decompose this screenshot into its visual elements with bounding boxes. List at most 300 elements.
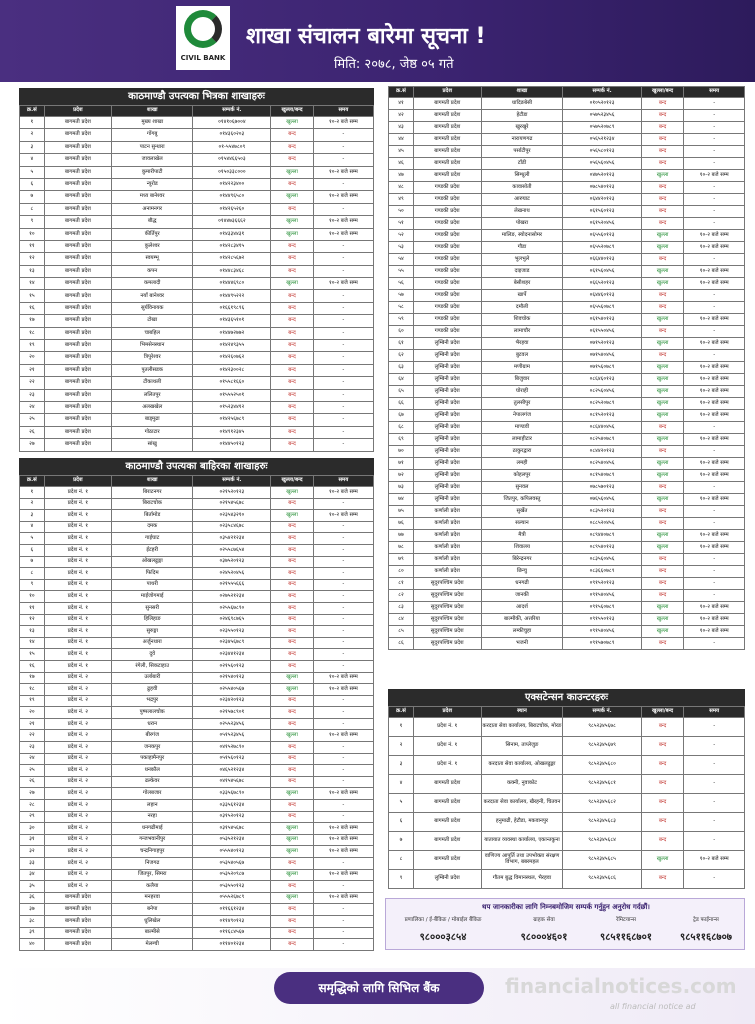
province-cell: बागमती प्रदेश: [44, 414, 111, 426]
time-cell: -: [313, 614, 373, 626]
time-cell: -: [684, 775, 745, 794]
status-cell: बन्द: [271, 718, 313, 730]
time-cell: -: [313, 265, 373, 277]
watermark-subtitle: all financial notice ad: [610, 1002, 696, 1011]
table-row: [20, 401, 374, 413]
logo-text: CIVIL BANK: [180, 54, 226, 62]
branch-cell: जितपुर, सिमरा: [112, 869, 193, 881]
status-cell: बन्द: [641, 578, 684, 590]
serial-cell: २४: [20, 401, 45, 413]
status-cell: बन्द: [271, 203, 313, 215]
table-row: [389, 794, 745, 813]
table-row: [389, 158, 745, 170]
branch-cell: अलखखेल: [112, 401, 193, 413]
serial-cell: १५: [20, 290, 45, 302]
phone-cell: ०५५५४०१२३: [193, 846, 271, 858]
time-cell: १०-२ बजे सम्म: [684, 314, 745, 326]
status-cell: बन्द: [641, 813, 684, 832]
serial-cell: ३१: [20, 834, 45, 846]
phone-cell: ०६१५५०४५६: [563, 326, 641, 338]
time-cell: -: [684, 832, 745, 851]
branch-cell: ओखलढुङ्गा: [112, 556, 193, 568]
branch-cell: पोखरा: [481, 218, 563, 230]
serial-cell: ६: [389, 813, 414, 832]
phone-cell: ०२१५४५६७८: [193, 498, 271, 510]
table-header-row: [20, 476, 374, 487]
status-cell: बन्द: [271, 614, 313, 626]
province-cell: लुम्बिनी प्रदेश: [413, 398, 481, 410]
province-cell: बागमती प्रदेश: [413, 98, 481, 110]
branch-cell: सिम्धुली: [481, 170, 563, 182]
serial-cell: ५६: [389, 278, 414, 290]
phone-cell: ०१४४८३४६८: [193, 265, 271, 277]
table-row: [389, 278, 745, 290]
branch-cell: त्रिपुरेश्वर: [112, 352, 193, 364]
time-cell: १०-२ बजे सम्म: [313, 834, 373, 846]
status-cell: बन्द: [641, 718, 684, 737]
serial-cell: ६: [20, 544, 45, 556]
table-row: [389, 578, 745, 590]
status-cell: बन्द: [641, 194, 684, 206]
branch-cell: खार्पे: [481, 290, 563, 302]
status-cell: बन्द: [271, 568, 313, 580]
branch-cell: वाणिज्य आपूर्ति तथा उपभोक्ता संरक्षण विभाग, बबरमहल: [481, 851, 563, 870]
table-row: [20, 568, 374, 580]
time-cell: १०-२ बजे सम्म: [684, 434, 745, 446]
phone-cell: ०५१५२३४५६: [193, 730, 271, 742]
time-cell: -: [313, 626, 373, 638]
time-cell: १०-२ बजे सम्म: [684, 338, 745, 350]
phone-cell: ०६५५२०७८९: [563, 242, 641, 254]
table-row: [389, 98, 745, 110]
status-cell: बन्द: [641, 206, 684, 218]
status-cell: बन्द: [271, 695, 313, 707]
table-row: [389, 254, 745, 266]
status-cell: खुल्ला: [641, 242, 684, 254]
serial-cell: ३५: [20, 881, 45, 893]
table-row: [20, 487, 374, 499]
serial-cell: ५५: [389, 266, 414, 278]
serial-cell: ४: [389, 775, 414, 794]
status-cell: बन्द: [641, 182, 684, 194]
serial-cell: ३७: [20, 904, 45, 916]
province-cell: बागमती प्रदेश: [44, 154, 111, 166]
time-cell: -: [313, 533, 373, 545]
serial-cell: १५: [20, 649, 45, 661]
serial-cell: १३: [20, 626, 45, 638]
status-cell: बन्द: [271, 141, 313, 153]
serial-cell: ३: [389, 756, 414, 775]
table-row: [20, 216, 374, 228]
status-cell: बन्द: [271, 352, 313, 364]
column-header: क्र.सं: [389, 707, 414, 718]
phone-cell: ०१४३६०२०३: [193, 129, 271, 141]
serial-cell: ४०: [20, 939, 45, 951]
column-header: समय: [684, 87, 745, 98]
phone-cell: ०९१५६०७८९: [563, 602, 641, 614]
phone-cell: ०७६५६०४५६: [563, 494, 641, 506]
province-cell: गण्डकी प्रदेश: [413, 266, 481, 278]
phone-cell: ०८२५२०७८९: [563, 398, 641, 410]
serial-cell: ३: [20, 141, 45, 153]
status-cell: बन्द: [641, 737, 684, 756]
table-row: [20, 377, 374, 389]
province-cell: सुदूरपश्चिम प्रदेश: [413, 626, 481, 638]
time-cell: -: [313, 568, 373, 580]
serial-cell: २०: [20, 352, 45, 364]
column-header: समय: [313, 476, 373, 487]
table-row: [20, 823, 374, 835]
time-cell: -: [684, 870, 745, 889]
contact-number-remit: ९८५११६८७०१: [600, 932, 652, 943]
outside-valley-title: काठमाण्डौ उपत्यका बाहिरका शाखाहरुः: [19, 458, 374, 475]
table-row: [389, 832, 745, 851]
status-cell: बन्द: [271, 904, 313, 916]
status-cell: खुल्ला: [271, 191, 313, 203]
province-cell: लुम्बिनी प्रदेश: [413, 386, 481, 398]
table-row: [20, 904, 374, 916]
phone-cell: ०१४२२३४००: [193, 178, 271, 190]
phone-cell: ०८३५२०१२३: [563, 506, 641, 518]
table-row: [20, 290, 374, 302]
phone-cell: ०४१५२७८९०: [193, 742, 271, 754]
province-cell: गण्डकी प्रदेश: [413, 182, 481, 194]
branch-cell: सुर्खेत: [481, 506, 563, 518]
province-cell: गण्डकी प्रदेश: [413, 242, 481, 254]
status-cell: खुल्ला: [641, 230, 684, 242]
table-row: [389, 737, 745, 756]
status-cell: बन्द: [271, 800, 313, 812]
table-row: [389, 506, 745, 518]
time-cell: -: [684, 482, 745, 494]
table-row: [20, 556, 374, 568]
province-cell: बागमती प्रदेश: [44, 178, 111, 190]
province-cell: प्रदेश नं. २: [44, 881, 111, 893]
column-header: प्रदेश: [413, 707, 481, 718]
table-row: [389, 870, 745, 889]
serial-cell: ८४: [389, 614, 414, 626]
phone-cell: ०२१५५५६६६: [193, 579, 271, 591]
branch-cell: चन्द्रनिगाहपुर: [112, 846, 193, 858]
branch-cell: पकाहामैनपुर: [112, 753, 193, 765]
branch-cell: लमही: [481, 458, 563, 470]
province-cell: प्रदेश नं. १: [413, 737, 481, 756]
branch-cell: बीरगंज: [112, 730, 193, 742]
province-cell: गण्डकी प्रदेश: [413, 206, 481, 218]
time-cell: -: [684, 158, 745, 170]
province-cell: गण्डकी प्रदेश: [413, 314, 481, 326]
branch-cell: दाइजाड: [481, 266, 563, 278]
status-cell: बन्द: [641, 775, 684, 794]
table-row: [20, 788, 374, 800]
status-cell: बन्द: [271, 660, 313, 672]
province-cell: प्रदेश नं. १: [44, 568, 111, 580]
time-cell: १०-२ बजे सम्म: [684, 602, 745, 614]
province-cell: गण्डकी प्रदेश: [413, 254, 481, 266]
phone-cell: ०६४४२०१२३: [563, 194, 641, 206]
phone-cell: ०६६४४०१२३: [563, 254, 641, 266]
province-cell: प्रदेश नं. २: [44, 742, 111, 754]
time-cell: -: [684, 446, 745, 458]
status-cell: खुल्ला: [641, 614, 684, 626]
status-cell: खुल्ला: [271, 278, 313, 290]
table-row: [389, 602, 745, 614]
time-cell: १०-२ बजे सम्म: [684, 542, 745, 554]
serial-cell: ५: [20, 533, 45, 545]
phone-cell: ०३१५२०१२३: [193, 811, 271, 823]
phone-cell: ०२३४४१२३४: [193, 649, 271, 661]
time-cell: १०-२ बजे सम्म: [684, 230, 745, 242]
time-cell: १०-२ बजे सम्म: [313, 892, 373, 904]
phone-cell: ०३५४२१२३४: [193, 533, 271, 545]
serial-cell: ५७: [389, 290, 414, 302]
province-cell: लुम्बिनी प्रदेश: [413, 422, 481, 434]
status-cell: बन्द: [271, 602, 313, 614]
branch-cell: निजगढ: [112, 858, 193, 870]
table-row: [389, 566, 745, 578]
province-cell: बागमती प्रदेश: [44, 302, 111, 314]
province-cell: बागमती प्रदेश: [44, 904, 111, 916]
column-header: स्थान: [481, 707, 563, 718]
status-cell: बन्द: [641, 518, 684, 530]
table-row: [20, 892, 374, 904]
province-cell: बागमती प्रदेश: [44, 315, 111, 327]
time-cell: -: [684, 182, 745, 194]
serial-cell: ५३: [389, 242, 414, 254]
time-cell: १०-२ बजे सम्म: [684, 278, 745, 290]
phone-cell: ०५७५२०७८९: [563, 122, 641, 134]
phone-cell: ०११६८४५६७: [193, 927, 271, 939]
table-row: [389, 218, 745, 230]
branch-cell: गन्जभवानीपुर: [112, 834, 193, 846]
time-cell: १०-२ बजे सम्म: [313, 684, 373, 696]
province-cell: बागमती प्रदेश: [44, 364, 111, 376]
table-row: [389, 206, 745, 218]
phone-cell: ०८३५६०४५६: [563, 554, 641, 566]
phone-cell: ०८६४६०१२३: [563, 374, 641, 386]
status-cell: बन्द: [271, 265, 313, 277]
table-row: [389, 386, 745, 398]
branch-cell: धरान: [112, 718, 193, 730]
table-row: [389, 434, 745, 446]
branch-cell: पुतलीसडक: [112, 364, 193, 376]
branch-cell: खुरखुरे: [481, 122, 563, 134]
time-cell: -: [684, 554, 745, 566]
province-cell: लुम्बिनी प्रदेश: [413, 350, 481, 362]
phone-cell: ०७१५२०१२३: [563, 338, 641, 350]
province-cell: गण्डकी प्रदेश: [413, 194, 481, 206]
province-cell: प्रदेश नं. १: [44, 556, 111, 568]
contact-label-customer: ग्राहक सेवा: [533, 917, 555, 923]
status-cell: खुल्ला: [641, 266, 684, 278]
province-cell: प्रदेश नं. १: [44, 521, 111, 533]
phone-cell: ०११४९०१२३: [193, 915, 271, 927]
branch-cell: धुलिखेल: [112, 915, 193, 927]
status-cell: खुल्ला: [271, 892, 313, 904]
phone-cell: ०९१५७०७८९: [563, 638, 641, 650]
province-cell: प्रदेश नं. २: [44, 834, 111, 846]
province-cell: सुदूरपश्चिम प्रदेश: [413, 614, 481, 626]
time-cell: -: [684, 422, 745, 434]
status-cell: खुल्ला: [271, 672, 313, 684]
phone-cell: ०२४६९८७६५: [193, 614, 271, 626]
contact-label-remit: रेमिटयान्स: [616, 917, 636, 923]
serial-cell: ५: [20, 166, 45, 178]
serial-cell: ६०: [389, 326, 414, 338]
column-header: सम्पर्क नं.: [563, 707, 641, 718]
time-cell: -: [684, 218, 745, 230]
status-cell: बन्द: [271, 742, 313, 754]
table-row: [20, 265, 374, 277]
status-cell: बन्द: [271, 302, 313, 314]
branch-cell: न्यूरोड: [112, 178, 193, 190]
serial-cell: १७: [20, 315, 45, 327]
province-cell: बागमती प्रदेश: [44, 253, 111, 265]
status-cell: बन्द: [641, 638, 684, 650]
province-cell: प्रदेश नं. २: [44, 776, 111, 788]
status-cell: बन्द: [271, 240, 313, 252]
phone-cell: ०२३४५६७८९: [193, 637, 271, 649]
phone-cell: ०२१५६०१२३: [193, 660, 271, 672]
branch-cell: पुष्पलालचोक: [112, 707, 193, 719]
table-row: [389, 554, 745, 566]
branch-cell: भद्रपुर: [112, 695, 193, 707]
branch-cell: गौडा: [481, 242, 563, 254]
time-cell: -: [684, 302, 745, 314]
phone-cell: ०८९४४०७८९: [563, 530, 641, 542]
status-cell: बन्द: [271, 521, 313, 533]
time-cell: -: [313, 521, 373, 533]
branch-cell: पाटन सुन्धारा: [112, 141, 193, 153]
table-row: [389, 314, 745, 326]
column-header: शाखा: [112, 106, 193, 117]
table-row: [20, 521, 374, 533]
status-cell: बन्द: [641, 870, 684, 889]
column-header: प्रदेश: [413, 87, 481, 98]
time-cell: -: [684, 718, 745, 737]
time-cell: १०-२ बजे सम्म: [313, 216, 373, 228]
time-cell: -: [313, 129, 373, 141]
status-cell: खुल्ला: [271, 730, 313, 742]
time-cell: -: [684, 326, 745, 338]
province-cell: बागमती प्रदेश: [44, 228, 111, 240]
time-cell: -: [684, 98, 745, 110]
serial-cell: २५: [20, 765, 45, 777]
table-header-row: [389, 87, 745, 98]
branch-cell: तुलसीपुर: [481, 398, 563, 410]
column-header: क्र.सं: [389, 87, 414, 98]
table-row: [20, 203, 374, 215]
status-cell: बन्द: [641, 110, 684, 122]
serial-cell: ३८: [20, 915, 45, 927]
time-cell: -: [313, 881, 373, 893]
status-cell: बन्द: [271, 315, 313, 327]
table-row: [389, 775, 745, 794]
phone-cell: ९८५२३४५६७८: [563, 718, 641, 737]
branch-cell: स्वयम्भू: [112, 253, 193, 265]
serial-cell: १: [20, 487, 45, 499]
branch-cell: माण्डवी: [481, 422, 563, 434]
phone-cell: ०५६५८०१२३: [563, 146, 641, 158]
phone-cell: ०२१५४०१२३: [193, 672, 271, 684]
serial-cell: ४६: [389, 158, 414, 170]
table-row: [389, 374, 745, 386]
phone-cell: ०८१५४०७८९: [563, 470, 641, 482]
status-cell: बन्द: [271, 129, 313, 141]
phone-cell: ०९१५५०१२३: [563, 614, 641, 626]
time-cell: १०-२ बजे सम्म: [313, 823, 373, 835]
serial-cell: १६: [20, 302, 45, 314]
column-header: सम्पर्क नं.: [563, 87, 641, 98]
phone-cell: ९८५२३४५६८५: [563, 851, 641, 870]
time-cell: -: [313, 154, 373, 166]
serial-cell: ६८: [389, 422, 414, 434]
serial-cell: १३: [20, 265, 45, 277]
phone-cell: ०९१५४०४५६: [563, 590, 641, 602]
table-row: [389, 446, 745, 458]
phone-cell: ०९१५२०१२३: [563, 578, 641, 590]
status-cell: खुल्ला: [271, 228, 313, 240]
time-cell: -: [313, 377, 373, 389]
branch-cell: सुनसरी: [112, 602, 193, 614]
branch-cell: धनकौल: [112, 765, 193, 777]
province-cell: बागमती प्रदेश: [44, 278, 111, 290]
serial-cell: २३: [20, 742, 45, 754]
time-cell: १०-२ बजे सम्म: [313, 846, 373, 858]
province-cell: प्रदेश नं. १: [44, 602, 111, 614]
phone-cell: ०२५५२३४५६: [193, 718, 271, 730]
phone-cell: ०५५५२६७८९: [193, 892, 271, 904]
table-row: [20, 753, 374, 765]
status-cell: बन्द: [641, 832, 684, 851]
table-row: [20, 811, 374, 823]
status-cell: खुल्ला: [271, 846, 313, 858]
table-header-row: [20, 106, 374, 117]
province-cell: गण्डकी प्रदेश: [413, 290, 481, 302]
column-header: शाखा: [112, 476, 193, 487]
table-row: [389, 398, 745, 410]
serial-cell: ४५: [389, 146, 414, 158]
branch-cell: यातायात व्यवस्था कार्यालय, एकान्तकुना: [481, 832, 563, 851]
branch-cell: दमौली: [481, 302, 563, 314]
phone-cell: ०२१५२०१२३: [193, 487, 271, 499]
status-cell: बन्द: [271, 858, 313, 870]
branch-cell: आदर्श: [481, 602, 563, 614]
table-row: [389, 590, 745, 602]
time-cell: -: [313, 927, 373, 939]
serial-cell: ४: [20, 521, 45, 533]
province-cell: बागमती प्रदेश: [44, 915, 111, 927]
time-cell: -: [313, 364, 373, 376]
phone-cell: ०१६६१९८९६: [193, 302, 271, 314]
province-cell: बागमती प्रदेश: [44, 401, 111, 413]
time-cell: १०-२ बजे सम्म: [313, 278, 373, 290]
branch-cell: कीर्तिपुर: [112, 228, 193, 240]
branch-cell: सल्यान: [481, 518, 563, 530]
branch-cell: लहान: [112, 800, 193, 812]
serial-cell: १०: [20, 228, 45, 240]
phone-cell: ०१४२६५२६०: [193, 203, 271, 215]
status-cell: बन्द: [641, 302, 684, 314]
table-row: [20, 166, 374, 178]
status-cell: खुल्ला: [641, 542, 684, 554]
province-cell: कर्णाली प्रदेश: [413, 542, 481, 554]
phone-cell: ०२७५२१२३४: [193, 591, 271, 603]
extension-counters-table: [388, 706, 745, 889]
branch-cell: अनामनगर: [112, 203, 193, 215]
phone-cell: ०१४२५६७८९: [193, 414, 271, 426]
province-cell: लुम्बिनी प्रदेश: [413, 870, 481, 889]
